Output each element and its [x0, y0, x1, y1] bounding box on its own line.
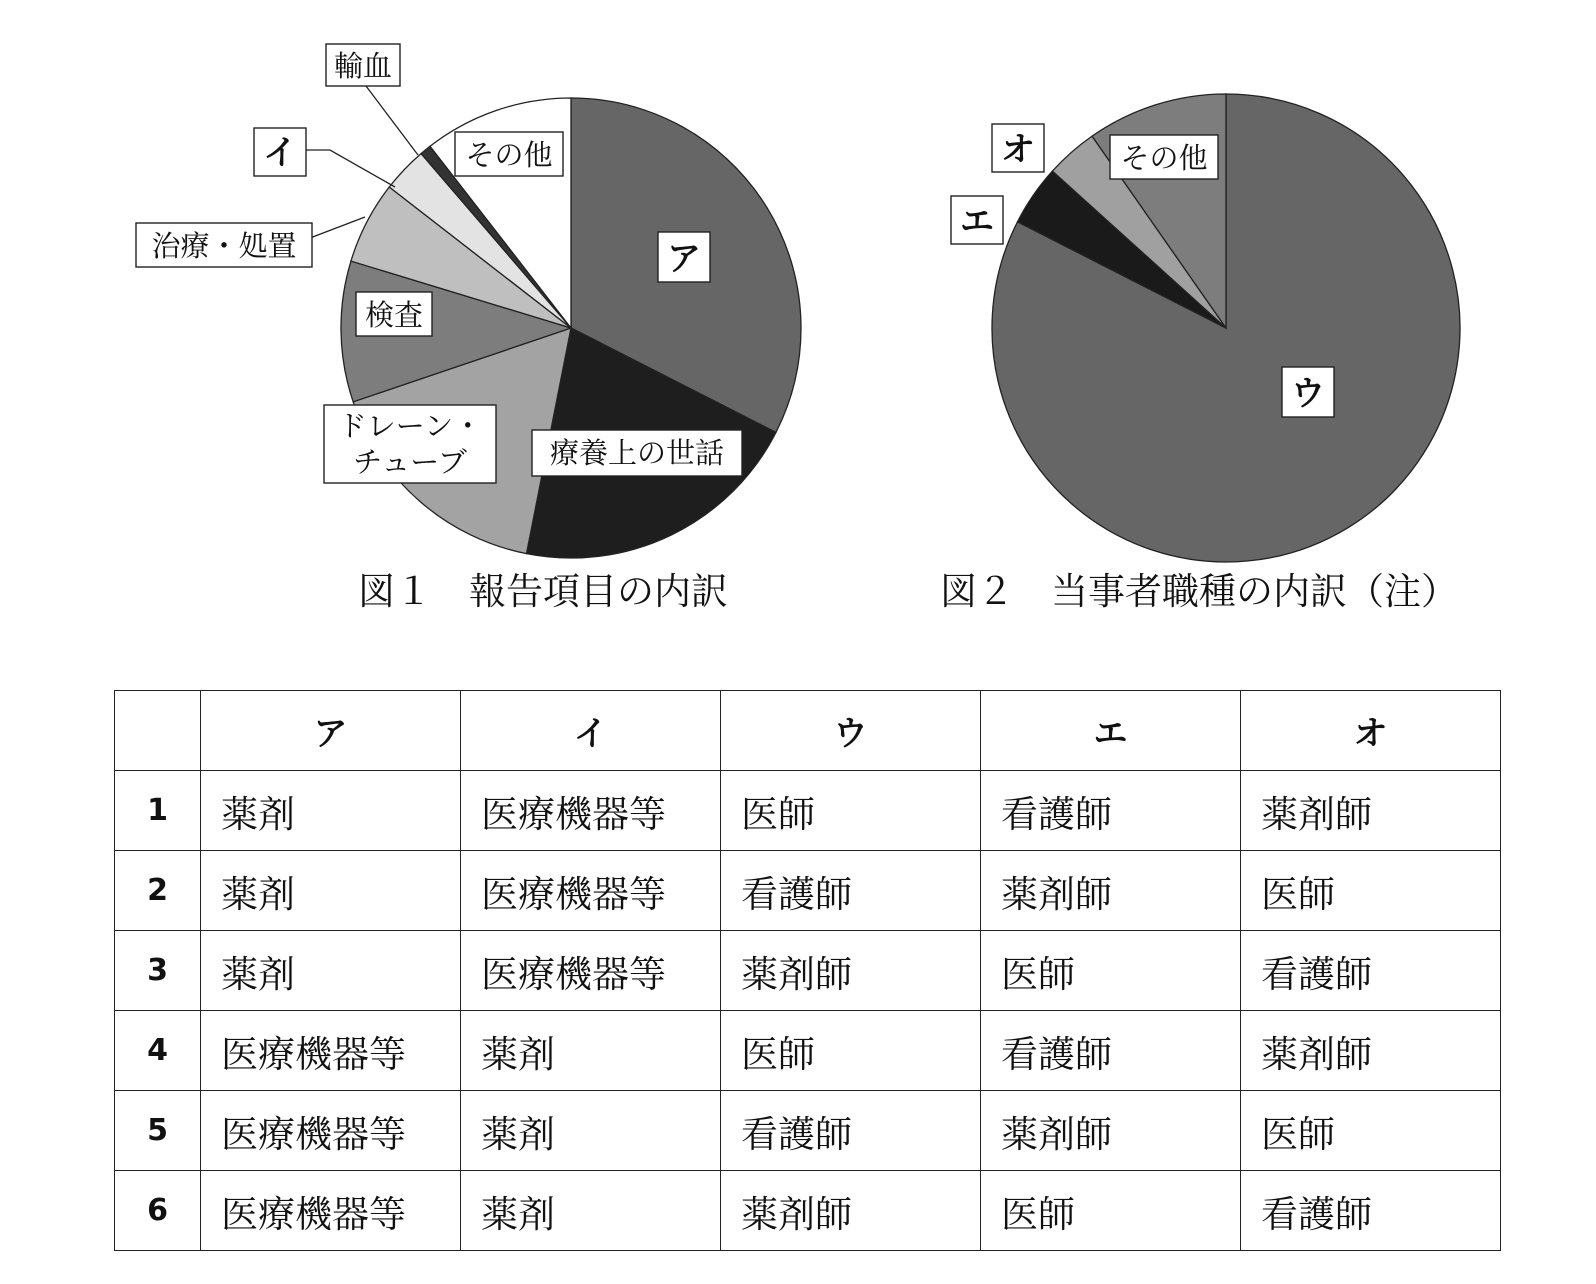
option-number: 4	[115, 1011, 201, 1091]
label-drain-line1: ドレーン・	[337, 409, 483, 443]
label-chiryo-text: 治療・処置	[151, 229, 297, 263]
label-drain-line2: チューブ	[353, 445, 467, 479]
table-cell: 医療機器等	[201, 1011, 461, 1091]
table-cell: 医療機器等	[201, 1171, 461, 1251]
header-e: エ	[981, 691, 1241, 771]
label-a	[658, 232, 710, 282]
label-i	[254, 128, 306, 176]
table-body	[115, 771, 1501, 1251]
label-e-text: エ	[960, 202, 994, 242]
label-kensa-text: 検査	[364, 298, 424, 332]
table-cell: 看護師	[981, 771, 1241, 851]
table-row	[115, 1171, 1501, 1251]
figure1-caption: 図１ 報告項目の内訳	[358, 570, 728, 613]
table-cell: 薬剤師	[721, 1171, 981, 1251]
label-chiryo	[136, 223, 312, 267]
option-number: 5	[115, 1091, 201, 1171]
table-cell: 薬剤	[201, 851, 461, 931]
table-row	[115, 931, 1501, 1011]
table-cell: 医師	[1241, 1091, 1501, 1171]
label-e	[951, 196, 1003, 244]
table-cell: 看護師	[721, 851, 981, 931]
label-i-text: イ	[263, 133, 297, 173]
table-cell: 薬剤師	[1241, 771, 1501, 851]
label-drain	[324, 405, 496, 483]
table-cell: 医療機器等	[201, 1091, 461, 1171]
label-yuketsu-text: 輸血	[333, 49, 393, 83]
table-cell: 薬剤	[461, 1171, 721, 1251]
table-cell: 薬剤	[461, 1091, 721, 1171]
option-number: 1	[115, 771, 201, 851]
table-row	[115, 1011, 1501, 1091]
table-cell: 薬剤	[201, 771, 461, 851]
header-o: オ	[1241, 691, 1501, 771]
table-row	[115, 851, 1501, 931]
table-cell: 看護師	[1241, 931, 1501, 1011]
label-sonota-2	[1110, 135, 1218, 179]
label-o-text: オ	[1001, 130, 1035, 170]
option-number: 3	[115, 931, 201, 1011]
label-o	[992, 124, 1044, 172]
header-i: イ	[461, 691, 721, 771]
label-kensa	[356, 292, 432, 336]
table-header-row	[115, 691, 1501, 771]
label-sonota-1-text: その他	[465, 138, 553, 172]
table-cell: 薬剤師	[721, 931, 981, 1011]
header-empty	[115, 691, 201, 771]
table-cell: 看護師	[721, 1091, 981, 1171]
table-cell: 医療機器等	[461, 851, 721, 931]
table-cell: 看護師	[981, 1011, 1241, 1091]
label-ryoyo-text: 療養上の世話	[549, 436, 725, 470]
table-cell: 薬剤師	[981, 1091, 1241, 1171]
header-a: ア	[201, 691, 461, 771]
table-cell: 薬剤	[201, 931, 461, 1011]
table-cell: 医師	[981, 931, 1241, 1011]
table-cell: 医療機器等	[461, 771, 721, 851]
table-cell: 薬剤	[461, 1011, 721, 1091]
label-a-text: ア	[667, 239, 701, 279]
table-cell: 医師	[1241, 851, 1501, 931]
table-cell: 医師	[721, 1011, 981, 1091]
table-cell: 看護師	[1241, 1171, 1501, 1251]
table-row	[115, 1091, 1501, 1171]
label-u	[1282, 367, 1334, 417]
table-cell: 薬剤師	[981, 851, 1241, 931]
figure2-caption: 図２ 当事者職種の内訳（注）	[940, 570, 1458, 613]
label-sonota-2-text: その他	[1120, 141, 1208, 175]
table-cell: 医師	[981, 1171, 1241, 1251]
label-ryoyo	[532, 430, 742, 476]
table-cell: 薬剤師	[1241, 1011, 1501, 1091]
answer-options-table	[114, 690, 1501, 1251]
table-cell: 医師	[721, 771, 981, 851]
label-yuketsu	[326, 44, 400, 86]
option-number: 6	[115, 1171, 201, 1251]
label-sonota-1	[455, 132, 563, 176]
header-u: ウ	[721, 691, 981, 771]
table-cell: 医療機器等	[461, 931, 721, 1011]
label-u-text: ウ	[1291, 374, 1325, 414]
table-row	[115, 771, 1501, 851]
option-number: 2	[115, 851, 201, 931]
charts-area	[0, 0, 1596, 640]
pie-chart-occupations	[992, 94, 1460, 562]
